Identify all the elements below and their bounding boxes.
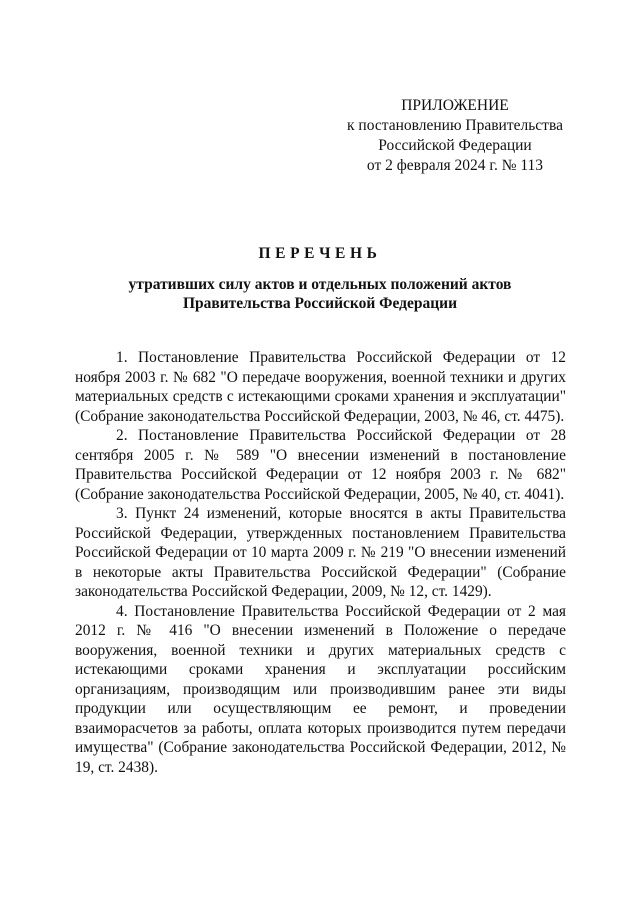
list-item: 4. Постановление Правительства Российской Федерации от 2 мая 2012 г. № 416 "О внесении изменений в Положение о передаче вооружения, военной техники и других материальных средств с истекающими сроками хранения и эксплуатации российским организациям, производящим или производившим ранее эти виды продукции или осуществляющим ее ремонт, и проведении взаиморасчетов за работы, оплата которых производится путем передачи имущества" (Собрание законодательства Российской Федерации, 2012, № 19, ст. 2438). bbox=[75, 602, 566, 776]
document-body bbox=[75, 348, 566, 777]
document-subtitle bbox=[0, 275, 640, 313]
list-item: 1. Постановление Правительства Российской Федерации от 12 ноября 2003 г. № 682 "О передаче вооружения, военной техники и других материальных средств с истекающими сроками хранения и эксплуатации" (Собрание законодательства Российской Федерации, 2003, № 46, ст. 4475). bbox=[75, 349, 566, 425]
list-item: 2. Постановление Правительства Российской Федерации от 28 сентября 2005 г. № 589 "О внесении изменений в постановление Правительства Российской Федерации от 12 ноября 2003 г. № 682" (Собрание законодательства Российской Федерации, 2005, № 40, ст. 4041). bbox=[75, 427, 566, 503]
appendix-reference: к постановлению Правительства bbox=[347, 117, 563, 134]
appendix-header bbox=[330, 96, 580, 176]
list-item: 3. Пункт 24 изменений, которые вносятся в акты Правительства Российской Федерации, утвержденных постановлением Правительства Российской Федерации от 10 марта 2009 г. № 219 "О внесении изменений в некоторые акты Правительства Российской Федерации" (Собрание законодательства Российской Федерации, 2009, № 12, ст. 1429). bbox=[75, 505, 566, 600]
subtitle-line-2: Правительства Российской Федерации bbox=[182, 295, 458, 312]
appendix-authority: Российской Федерации bbox=[378, 137, 532, 154]
subtitle-line-1: утративших силу актов и отдельных положений актов bbox=[128, 276, 512, 293]
appendix-date-number: от 2 февраля 2024 г. № 113 bbox=[366, 157, 544, 174]
appendix-label: ПРИЛОЖЕНИЕ bbox=[401, 97, 509, 114]
document-title: ПЕРЕЧЕНЬ bbox=[258, 245, 382, 262]
